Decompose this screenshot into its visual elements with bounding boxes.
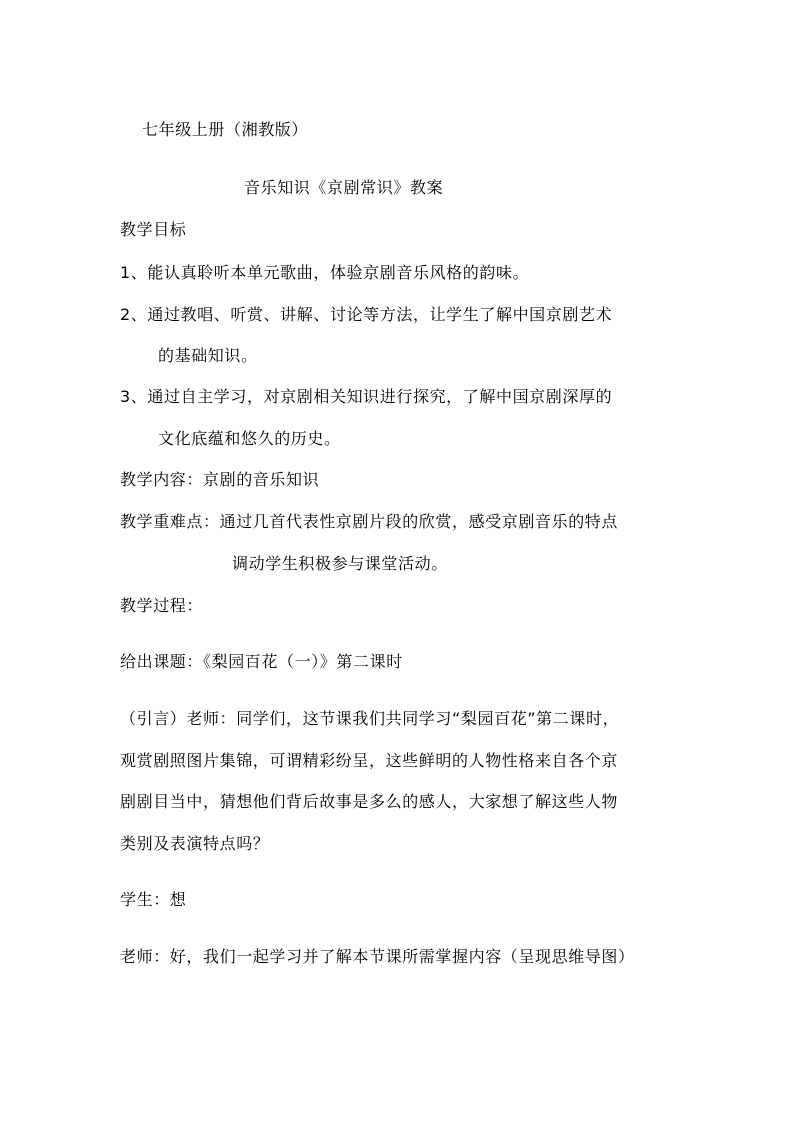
objective-3-line2: 文化底蕴和悠久的历史。: [158, 429, 341, 448]
intro-line-3: 剧剧目当中，猜想他们背后故事是多么的感人，大家想了解这些人物: [120, 792, 619, 811]
page-title: 音乐知识《京剧常识》教案: [244, 178, 444, 197]
objective-2-line2: 的基础知识。: [158, 346, 258, 365]
student-reply: 学生：想: [120, 890, 187, 909]
content-line: 教学内容：京剧的音乐知识: [120, 470, 320, 489]
objective-3-line1: 3、通过自主学习，对京剧相关知识进行探究，了解中国京剧深厚的: [120, 387, 613, 406]
key-points-line1: 教学重难点：通过几首代表性京剧片段的欣赏，感受京剧音乐的特点: [120, 512, 619, 531]
key-points-line2: 调动学生积极参与课堂活动。: [232, 554, 448, 573]
intro-line-2: 观赏剧照图片集锦，可谓精彩纷呈，这些鲜明的人物性格来自各个京: [120, 751, 619, 770]
objective-1: 1、能认真聆听本单元歌曲，体验京剧音乐风格的韵味。: [120, 263, 530, 282]
objectives-heading: 教学目标: [120, 220, 187, 239]
intro-line-1: （引言）老师：同学们，这节课我们共同学习“梨园百花”第二课时，: [120, 709, 620, 728]
objective-2-line1: 2、通过教唱、听赏、讲解、讨论等方法，让学生了解中国京剧艺术: [120, 305, 613, 324]
process-heading: 教学过程：: [120, 596, 204, 615]
lesson-topic: 给出课题：《梨园百花（一）》第二课时: [120, 652, 403, 671]
grade-label: 七年级上册（湘教版）: [142, 120, 309, 139]
intro-line-4: 类别及表演特点吗？: [120, 834, 270, 853]
teacher-reply: 老师：好，我们一起学习并了解本节课所需掌握内容（呈现思维导图）: [120, 947, 635, 966]
